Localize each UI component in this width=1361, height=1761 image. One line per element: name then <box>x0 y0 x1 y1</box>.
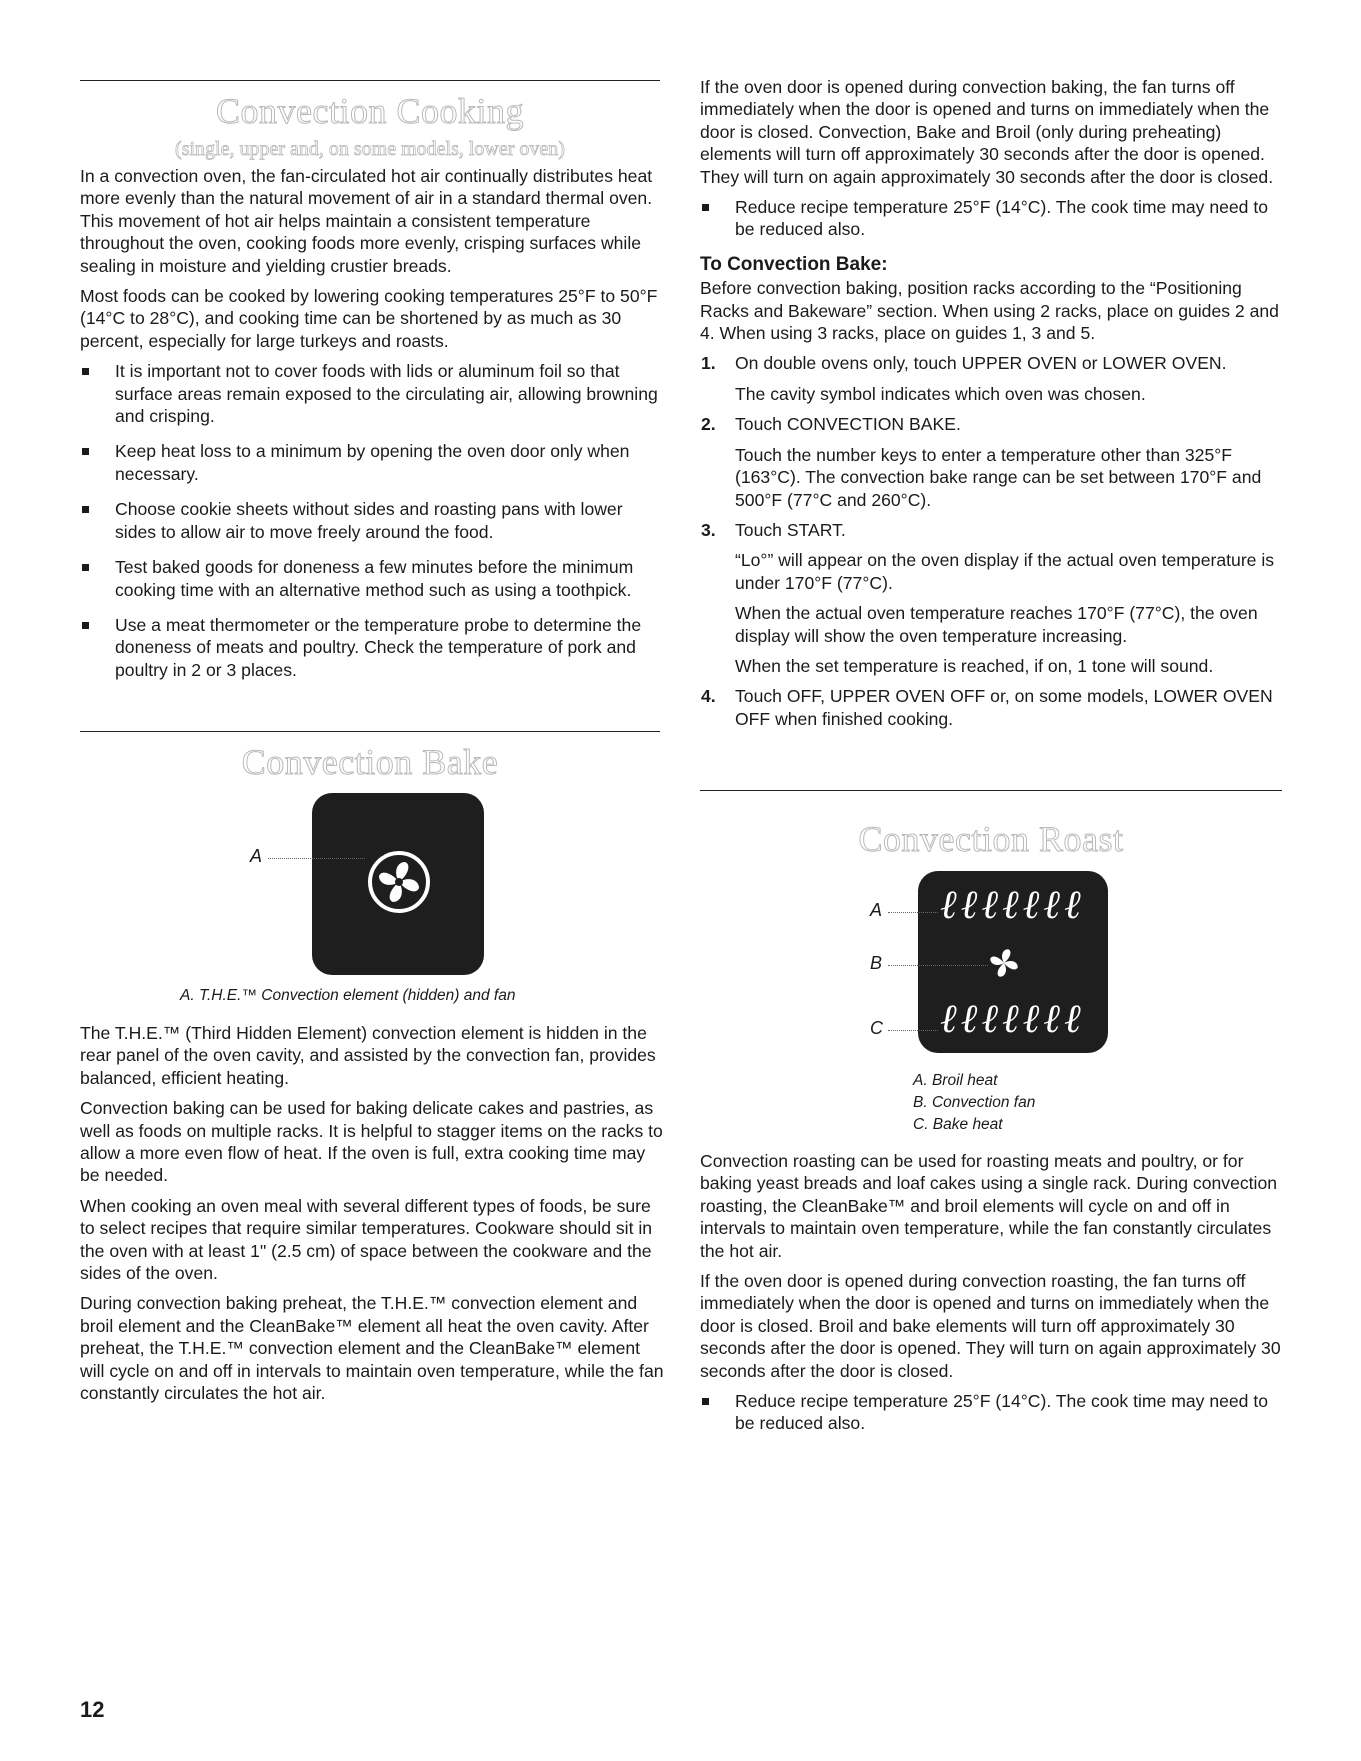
bake-paragraph: Convection baking can be used for baking delicate cakes and pastries, as well as foods on multiple racks. It is helpful to stagger items on the racks to allow a more even flow of heat. If the oven is full, extra cooking time may be needed. <box>80 1098 663 1186</box>
step-item <box>700 685 1290 730</box>
convection-roast-title: Convection Roast <box>858 819 1124 859</box>
step-item <box>700 519 1290 677</box>
to-convection-bake-heading: To Convection Bake: <box>700 253 888 275</box>
leader-line-a <box>268 858 365 859</box>
bake-paragraph: The T.H.E.™ (Third Hidden Element) convection element is hidden in the rear panel of the oven cavity, and assisted by the convection fan, provides balanced, efficient heating. <box>80 1023 656 1088</box>
roast-tip-list <box>700 1390 1290 1435</box>
step-number: 3. <box>701 519 716 540</box>
roast-paragraph: Convection roasting can be used for roasting meats and poultry, or for baking yeast breads and loaf cakes using a single rack. During convection roasting, the CleanBake™ and broil elements will cycle on and off in intervals to maintain oven temperature, while the fan constantly circulates the hot air. <box>700 1151 1278 1261</box>
step-line: Touch OFF, UPPER OVEN OFF or, on some models, LOWER OVEN OFF when finished cooking. <box>735 686 1273 729</box>
door-paragraph: If the oven door is opened during convection baking, the fan turns off immediately when the door is opened and turns on immediately when the door is closed. Convection, Bake and Broil (only during preheating) elements will turn off approximately 30 seconds after the door is opened. They will turn on again approximately 30 seconds after the door is closed. <box>700 77 1274 187</box>
convection-bake-diagram <box>312 793 484 975</box>
right-top-block <box>700 76 1290 738</box>
diagram-label-a: A <box>870 900 883 920</box>
list-item: It is important not to cover foods with lids or aluminum foil so that surface areas remain exposed to the circulating air, allowing browning and crisping. <box>80 360 665 427</box>
to-bake-intro: Before convection baking, position racks according to the “Positioning Racks and Bakeware” section. When using 2 racks, place on guides 2 and 4. When using 3 racks, place on guides 1, 3 and 5. <box>700 278 1279 344</box>
leader-line-b <box>888 965 988 966</box>
fan-icon <box>982 941 1026 985</box>
caption-broil-heat: A. Broil heat <box>913 1072 998 1089</box>
step-line: When the actual oven temperature reaches 170°F (77°C), the oven display will show the oven temperature increasing. <box>735 603 1258 646</box>
caption-convection-fan: B. Convection fan <box>913 1094 1036 1111</box>
list-item: Test baked goods for doneness a few minutes before the minimum cooking time with an alternative method such as using a toothpick. <box>80 556 665 601</box>
bake-paragraph: When cooking an oven meal with several different types of foods, be sure to select recipes that require similar temperatures. Cookware should sit in the oven with at least 1" (2.5 cm) of space between the cookware and the sides of the oven. <box>80 1195 653 1284</box>
intro-paragraph-2: Most foods can be cooked by lowering cooking temperatures 25°F to 50°F (14°C to 28°C), and cooking time can be shortened by as much as 30 percent, especially for large turkeys and roasts. <box>80 286 658 351</box>
step-line: When the set temperature is reached, if on, 1 tone will sound. <box>735 655 1214 676</box>
caption-bake-heat: C. Bake heat <box>913 1116 1003 1133</box>
bake-paragraph: During convection baking preheat, the T.H.E.™ convection element and broil element and the CleanBake™ element all heat the oven cavity. After preheat, the T.H.E.™ convection element and the CleanBake™ element will cycle on and off in intervals to maintain oven temperature, while the fan constantly circulates the hot air. <box>80 1293 664 1404</box>
step-item <box>700 413 1290 511</box>
step-line: Touch CONVECTION BAKE. <box>735 414 961 435</box>
intro-block <box>80 165 665 694</box>
convection-cooking-subtitle: (single, upper and, on some models, lower oven) <box>175 138 565 160</box>
broil-heat-element: ℓℓℓℓℓℓℓ <box>940 882 1085 928</box>
page-number: 12 <box>80 1697 105 1722</box>
step-line: Touch START. <box>735 519 846 540</box>
list-item: Reduce recipe temperature 25°F (14°C). The cook time may need to be reduced also. <box>700 1390 1290 1435</box>
top-rule-left <box>80 80 660 81</box>
step-number: 4. <box>701 686 716 707</box>
bake-body <box>80 1022 665 1413</box>
step-line: “Lo°” will appear on the oven display if the actual oven temperature is under 170°F (77°C). <box>735 550 1275 593</box>
leader-line-a <box>888 912 938 913</box>
roast-paragraph: If the oven door is opened during convection roasting, the fan turns off immediately when the door is opened and turns on immediately when the door is closed. Broil and bake elements will turn off approximately 30 seconds after the door is opened. They will turn on again approximately 30 seconds after the door is closed. <box>700 1271 1281 1381</box>
bake-diagram-caption: A. T.H.E.™ Convection element (hidden) and fan <box>180 987 516 1004</box>
list-item: Choose cookie sheets without sides and roasting pans with lower sides to allow air to move freely around the food. <box>80 498 665 543</box>
list-item: Use a meat thermometer or the temperature probe to determine the doneness of meats and poultry. Check the temperature of pork and poultry in 2 or 3 places. <box>80 614 665 681</box>
step-line: The cavity symbol indicates which oven was chosen. <box>735 383 1146 404</box>
tips-list <box>80 360 665 681</box>
bake-tip-list <box>700 196 1290 241</box>
roast-body <box>700 1150 1290 1448</box>
intro-paragraph-1: In a convection oven, the fan-circulated hot air continually distributes heat more evenly than the natural movement of air in a standard thermal oven. This movement of hot air helps maintain a consistent temperature throughout the oven, cooking foods more evenly, crisping surfaces while sealing in moisture and yielding crustier breads. <box>80 166 653 276</box>
step-number: 1. <box>701 353 716 374</box>
convection-cooking-title: Convection Cooking <box>216 91 524 131</box>
step-line: Touch the number keys to enter a temperature other than 325°F (163°C). The convection bake range can be set between 170°F and 500°F (77°C and 260°C). <box>735 444 1262 510</box>
step-number: 2. <box>701 414 716 435</box>
convection-roast-diagram <box>918 871 1108 1053</box>
diagram-label-b: B <box>870 953 883 973</box>
roast-section-rule <box>700 790 1282 791</box>
diagram-label-c: C <box>870 1018 883 1038</box>
convection-bake-title: Convection Bake <box>241 742 499 782</box>
diagram-label-a: A <box>250 846 263 866</box>
bake-steps <box>700 352 1290 730</box>
step-line: On double ovens only, touch UPPER OVEN or LOWER OVEN. <box>735 353 1227 374</box>
leader-line-c <box>888 1030 938 1031</box>
bake-section-rule <box>80 731 660 732</box>
list-item: Reduce recipe temperature 25°F (14°C). The cook time may need to be reduced also. <box>700 196 1290 241</box>
bake-heat-element: ℓℓℓℓℓℓℓ <box>940 996 1085 1042</box>
roast-diagram-captions <box>913 1070 1163 1136</box>
list-item: Keep heat loss to a minimum by opening the oven door only when necessary. <box>80 440 665 485</box>
step-item <box>700 352 1290 405</box>
fan-icon <box>367 850 431 914</box>
